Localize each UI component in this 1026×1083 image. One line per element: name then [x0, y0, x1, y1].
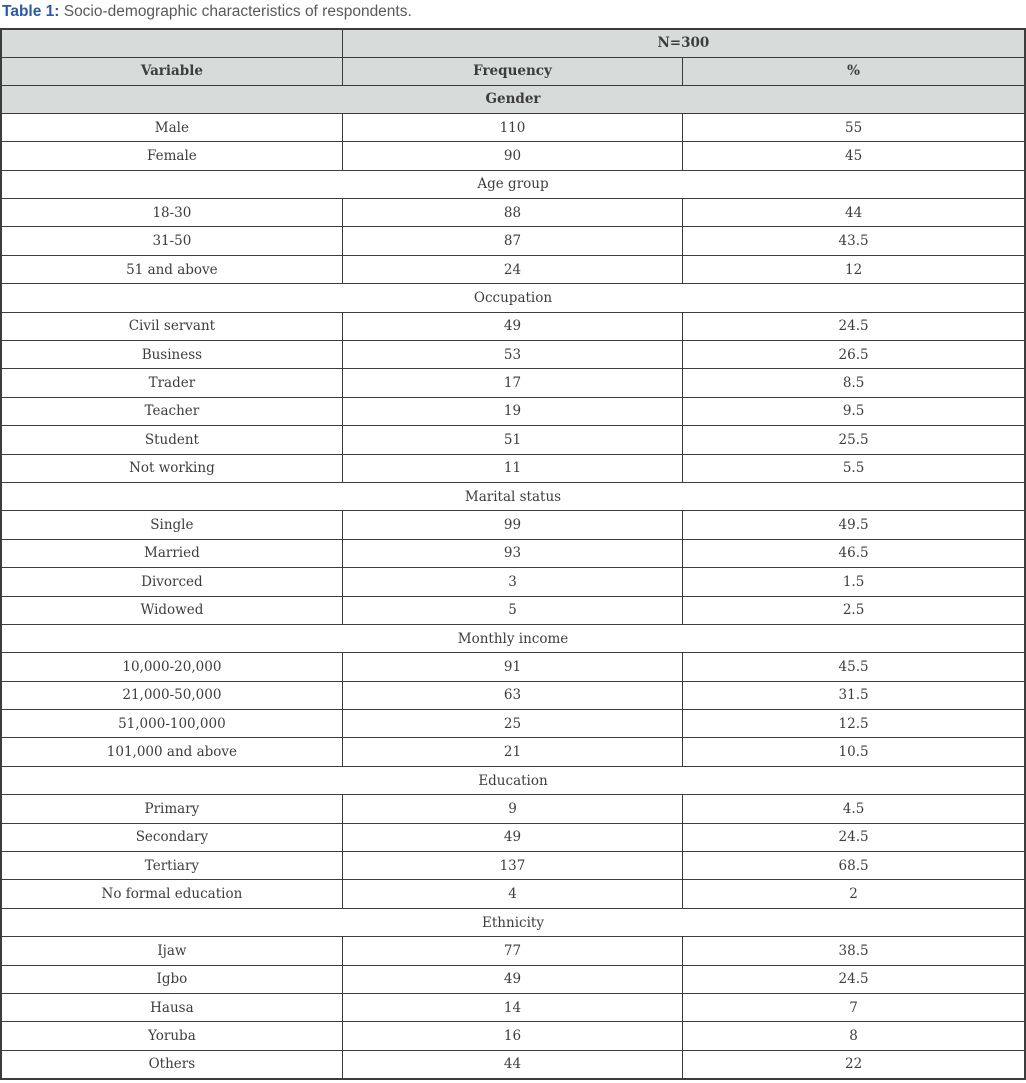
variable-cell: 21,000-50,000 — [1, 681, 342, 709]
table-row — [1, 795, 1025, 823]
variable-cell: 101,000 and above — [1, 738, 342, 766]
table-row — [1, 653, 1025, 681]
variable-cell: 31-50 — [1, 227, 342, 255]
section-label: Occupation — [1, 284, 1025, 312]
variable-cell: Yoruba — [1, 1022, 342, 1050]
table-caption-text: Socio-demographic characteristics of respondents. — [59, 3, 412, 20]
frequency-cell: 137 — [342, 852, 682, 880]
percent-cell: 12.5 — [683, 710, 1025, 738]
table-row — [1, 255, 1025, 283]
section-label: Gender — [1, 85, 1025, 113]
frequency-cell: 53 — [342, 341, 682, 369]
table-row — [1, 681, 1025, 709]
percent-cell: 8 — [683, 1022, 1025, 1050]
percent-cell: 25.5 — [683, 426, 1025, 454]
column-header-percent: % — [683, 57, 1025, 85]
table-row — [1, 1022, 1025, 1050]
percent-cell: 43.5 — [683, 227, 1025, 255]
percent-cell: 49.5 — [683, 511, 1025, 539]
table-row — [1, 397, 1025, 425]
frequency-cell: 49 — [342, 965, 682, 993]
table-row — [1, 710, 1025, 738]
table-row — [1, 539, 1025, 567]
table-row — [1, 1050, 1025, 1079]
section-row-gender — [1, 85, 1025, 113]
percent-cell: 5.5 — [683, 454, 1025, 482]
variable-cell: Teacher — [1, 397, 342, 425]
percent-cell: 55 — [683, 113, 1025, 141]
table-row — [1, 142, 1025, 170]
frequency-cell: 16 — [342, 1022, 682, 1050]
table-row — [1, 596, 1025, 624]
section-label: Ethnicity — [1, 908, 1025, 936]
percent-cell: 68.5 — [683, 852, 1025, 880]
frequency-cell: 4 — [342, 880, 682, 908]
table-row — [1, 369, 1025, 397]
percent-cell: 9.5 — [683, 397, 1025, 425]
percent-cell: 46.5 — [683, 539, 1025, 567]
frequency-cell: 87 — [342, 227, 682, 255]
variable-cell: Secondary — [1, 823, 342, 851]
variable-cell: Student — [1, 426, 342, 454]
frequency-cell: 21 — [342, 738, 682, 766]
table-row — [1, 312, 1025, 340]
frequency-cell: 19 — [342, 397, 682, 425]
variable-cell: Others — [1, 1050, 342, 1079]
variable-cell: Trader — [1, 369, 342, 397]
percent-cell: 24.5 — [683, 823, 1025, 851]
table-row — [1, 823, 1025, 851]
percent-cell: 22 — [683, 1050, 1025, 1079]
percent-cell: 4.5 — [683, 795, 1025, 823]
frequency-cell: 3 — [342, 568, 682, 596]
table-row — [1, 965, 1025, 993]
section-label: Marital status — [1, 482, 1025, 510]
percent-cell: 1.5 — [683, 568, 1025, 596]
table-row — [1, 852, 1025, 880]
frequency-cell: 91 — [342, 653, 682, 681]
table-row — [1, 341, 1025, 369]
table-row — [1, 880, 1025, 908]
table-row — [1, 994, 1025, 1022]
empty-header-cell — [1, 29, 342, 57]
frequency-cell: 77 — [342, 937, 682, 965]
section-label: Age group — [1, 170, 1025, 198]
frequency-cell: 24 — [342, 255, 682, 283]
variable-cell: Female — [1, 142, 342, 170]
socio-demographic-table — [0, 28, 1026, 1080]
percent-cell: 2.5 — [683, 596, 1025, 624]
frequency-cell: 90 — [342, 142, 682, 170]
variable-cell: Divorced — [1, 568, 342, 596]
frequency-cell: 88 — [342, 199, 682, 227]
table-row — [1, 426, 1025, 454]
section-row-occupation — [1, 284, 1025, 312]
variable-cell: Primary — [1, 795, 342, 823]
variable-cell: Married — [1, 539, 342, 567]
frequency-cell: 110 — [342, 113, 682, 141]
section-row-age-group — [1, 170, 1025, 198]
variable-cell: Male — [1, 113, 342, 141]
frequency-cell: 63 — [342, 681, 682, 709]
section-row-monthly-income — [1, 624, 1025, 652]
table-row — [1, 227, 1025, 255]
variable-cell: 18-30 — [1, 199, 342, 227]
section-row-ethnicity — [1, 908, 1025, 936]
table-row — [1, 511, 1025, 539]
section-row-education — [1, 766, 1025, 794]
percent-cell: 10.5 — [683, 738, 1025, 766]
frequency-cell: 25 — [342, 710, 682, 738]
variable-cell: 10,000-20,000 — [1, 653, 342, 681]
section-row-marital-status — [1, 482, 1025, 510]
percent-cell: 8.5 — [683, 369, 1025, 397]
table-row — [1, 454, 1025, 482]
section-label: Monthly income — [1, 624, 1025, 652]
table-caption-label: Table 1: — [2, 3, 60, 20]
frequency-cell: 14 — [342, 994, 682, 1022]
percent-cell: 7 — [683, 994, 1025, 1022]
frequency-cell: 17 — [342, 369, 682, 397]
variable-cell: Igbo — [1, 965, 342, 993]
variable-cell: Hausa — [1, 994, 342, 1022]
variable-cell: Not working — [1, 454, 342, 482]
frequency-cell: 9 — [342, 795, 682, 823]
sample-size-row — [1, 29, 1025, 57]
variable-cell: Single — [1, 511, 342, 539]
variable-cell: 51,000-100,000 — [1, 710, 342, 738]
frequency-cell: 93 — [342, 539, 682, 567]
variable-cell: Ijaw — [1, 937, 342, 965]
frequency-cell: 99 — [342, 511, 682, 539]
percent-cell: 2 — [683, 880, 1025, 908]
table-body — [1, 85, 1025, 1079]
percent-cell: 24.5 — [683, 312, 1025, 340]
percent-cell: 38.5 — [683, 937, 1025, 965]
table-row — [1, 568, 1025, 596]
variable-cell: No formal education — [1, 880, 342, 908]
table-row — [1, 738, 1025, 766]
table-row — [1, 113, 1025, 141]
variable-cell: Widowed — [1, 596, 342, 624]
percent-cell: 26.5 — [683, 341, 1025, 369]
percent-cell: 12 — [683, 255, 1025, 283]
table-row — [1, 937, 1025, 965]
sample-size-cell: N=300 — [342, 29, 1025, 57]
frequency-cell: 11 — [342, 454, 682, 482]
variable-cell: Tertiary — [1, 852, 342, 880]
table-caption — [0, 0, 1026, 28]
percent-cell: 45.5 — [683, 653, 1025, 681]
percent-cell: 44 — [683, 199, 1025, 227]
column-header-frequency: Frequency — [342, 57, 682, 85]
frequency-cell: 44 — [342, 1050, 682, 1079]
variable-cell: Civil servant — [1, 312, 342, 340]
column-header-row — [1, 57, 1025, 85]
percent-cell: 24.5 — [683, 965, 1025, 993]
frequency-cell: 49 — [342, 312, 682, 340]
table-row — [1, 199, 1025, 227]
column-header-variable: Variable — [1, 57, 342, 85]
frequency-cell: 5 — [342, 596, 682, 624]
percent-cell: 31.5 — [683, 681, 1025, 709]
percent-cell: 45 — [683, 142, 1025, 170]
section-label: Education — [1, 766, 1025, 794]
variable-cell: Business — [1, 341, 342, 369]
frequency-cell: 51 — [342, 426, 682, 454]
frequency-cell: 49 — [342, 823, 682, 851]
variable-cell: 51 and above — [1, 255, 342, 283]
